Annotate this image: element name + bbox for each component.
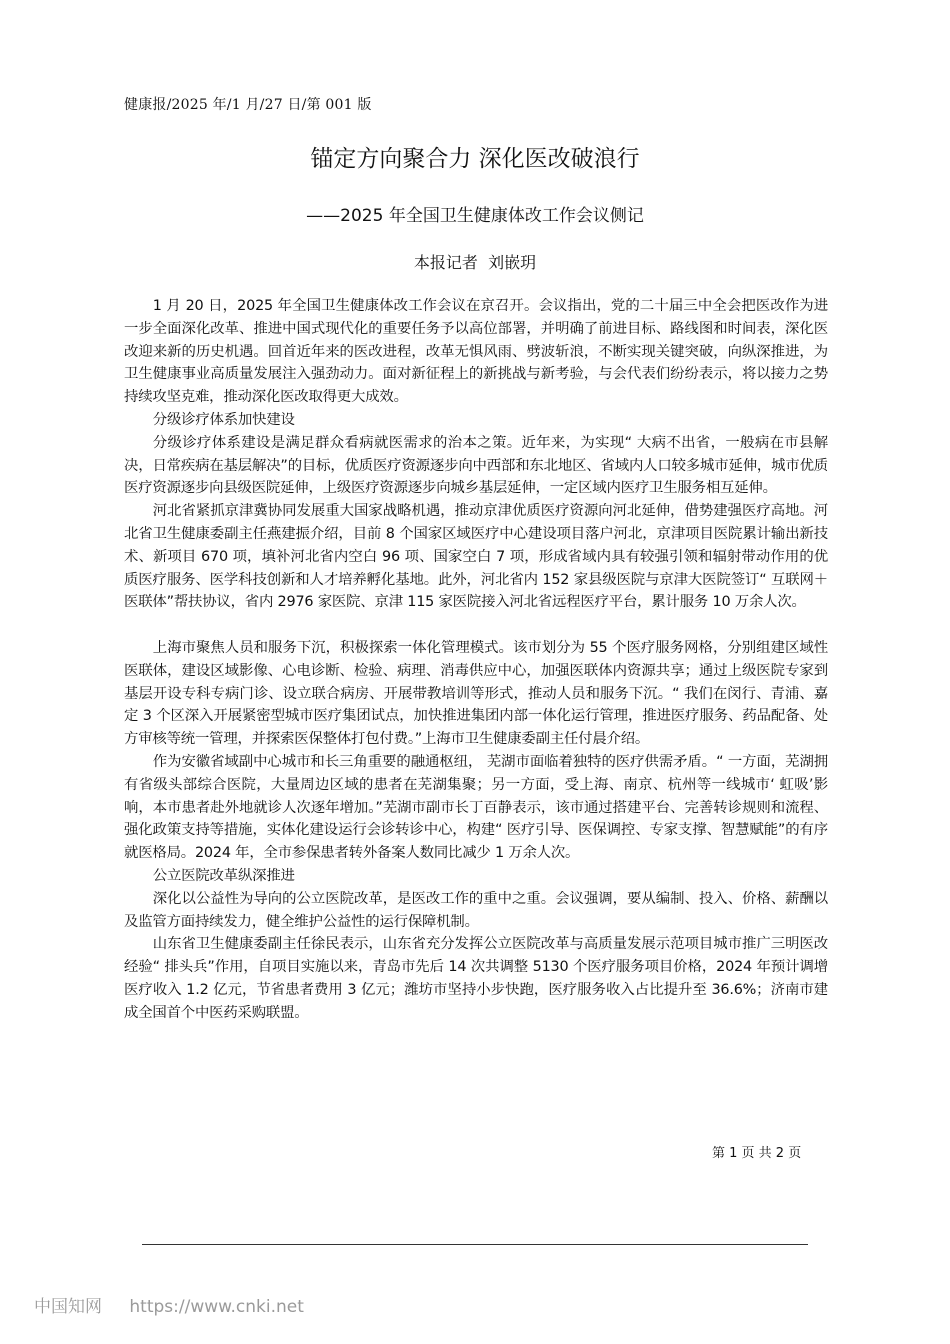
page-number: 第 1 页 共 2 页: [712, 1146, 802, 1161]
article-body: [124, 295, 828, 1025]
section-heading: 公立医院改革纵深推进: [152, 867, 295, 884]
article-title: 锚定方向聚合力 深化医改破浪行: [310, 146, 640, 172]
paragraph: 山东省卫生健康委副主任徐民表示，山东省充分发挥公立医院改革与高质量发展示范项目城市推广三明医改经验“ 排头兵”作用，自项目实施以来，青岛市先后 14 次共调整 5130 个医疗服务项目价格，2024 年预计调增医疗收入 1.2 亿元，节省患者费用 3 亿元；潍坊市坚持小步快跑，医疗服务收入占比提升至 36.6%；济南市建成全国首个中医药采购联盟。: [124, 936, 828, 1021]
footer-divider: [142, 1244, 808, 1245]
paragraph: 分级诊疗体系建设是满足群众看病就医需求的治本之策。近年来，为实现“ 大病不出省，一般病在市县解决，日常疾病在基层解决”的目标，优质医疗资源逐步向中西部和东北地区、省域内人口较多城市延伸，城市优质医疗资源逐步向县级医院延伸，上级医疗资源逐步向城乡基层延伸，一定区域内医疗卫生服务相互延伸。: [124, 434, 828, 497]
watermark-url: https://www.cnki.net: [129, 1297, 304, 1317]
paragraph: 河北省紧抓京津冀协同发展重大国家战略机遇，推动京津优质医疗资源向河北延伸，借势建强医疗高地。河北省卫生健康委副主任燕建振介绍，目前 8 个国家区域医疗中心建设项目落户河北，京津项目医院累计输出新技术、新项目 670 项，填补河北省内空白 96 项、国家空白 7 项，形成省域内具有较强引领和辐射带动作用的优质医疗服务、医学科技创新和人才培养孵化基地。此外，河北省内 152 家县级医院与京津大医院签订“ 互联网＋医联体”帮扶协议，省内 2976 家医院、京津 115 家医院接入河北省远程医疗平台，累计服务 10 万余人次。: [124, 503, 828, 611]
source-line: 健康报/2025 年/1 月/27 日/第 001 版: [124, 97, 372, 113]
byline: 本报记者 刘嵌玥: [413, 253, 537, 272]
watermark: [34, 1292, 304, 1317]
article-subtitle: ——2025 年全国卫生健康体改工作会议侧记: [306, 206, 644, 226]
paragraph: 上海市聚焦人员和服务下沉，积极探索一体化管理模式。该市划分为 55 个医疗服务网格，分别组建区域性医联体，建设区域影像、心电诊断、检验、病理、消毒供应中心，加强医联体内资源共享；通过上级医院专家到基层开设专科专病门诊、设立联合病房、开展带教培训等形式，推动人员和服务下沉。“ 我们在闵行、青浦、嘉定 3 个区深入开展紧密型城市医疗集团试点，加快推进集团内部一体化运行管理，推进医疗服务、药品配备、处方审核等统一管理，并探索医保整体打包付费。”上海市卫生健康委副主任付晨介绍。: [124, 639, 828, 748]
paragraph: 作为安徽省域副中心城市和长三角重要的融通枢纽， 芜湖市面临着独特的医疗供需矛盾。“ 一方面，芜湖拥有省级头部综合医院，大量周边区域的患者在芜湖集聚；另一方面，受上海、南京、杭州等一线城市‘ 虹吸’影响，本市患者赴外地就诊人次逐年增加。”芜湖市副市长丁百静表示，该市通过搭建平台、完善转诊规则和流程、强化政策支持等措施，实体化建设运行会诊转诊中心，构建“ 医疗引导、医保调控、专家支撑、智慧赋能”的有序就医格局。2024 年，全市参保患者转外备案人数同比减少 1 万余人次。: [124, 753, 828, 862]
watermark-name: 中国知网: [34, 1297, 102, 1317]
paragraph-intro: 1 月 20 日，2025 年全国卫生健康体改工作会议在京召开。会议指出，党的二十届三中全会把医改作为进一步全面深化改革、推进中国式现代化的重要任务予以高位部署，并明确了前进目标、路线图和时间表，深化医改迎来新的历史机遇。回首近年来的医改进程，改革无惧风雨、劈波斩浪，不断实现关键突破，向纵深推进，为卫生健康事业高质量发展注入强劲动力。面对新征程上的新挑战与新考验，与会代表们纷纷表示，将以接力之势持续攻坚克难，推动深化医改取得更大成效。: [124, 298, 828, 406]
section-heading: 分级诊疗体系加快建设: [152, 411, 295, 428]
paragraph: 深化以公益性为导向的公立医院改革，是医改工作的重中之重。会议强调，要从编制、投入、价格、薪酬以及监管方面持续发力，健全维护公益性的运行保障机制。: [124, 890, 828, 930]
